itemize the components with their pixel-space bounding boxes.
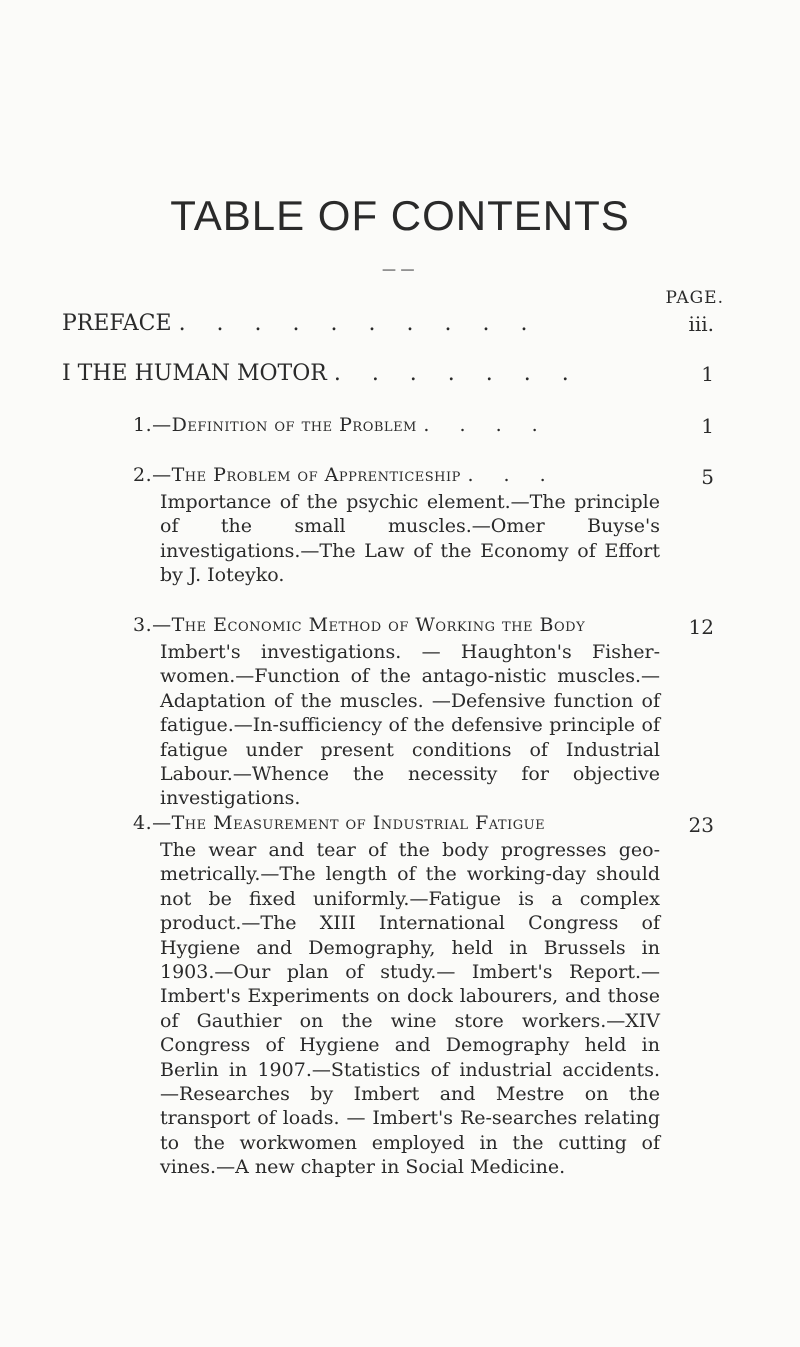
leader-dots: . . . . . . . . . .: [178, 311, 540, 336]
toc-section-title: 4.—The Measurement of Industrial Fatigue: [133, 812, 546, 834]
page-title: TABLE OF CONTENTS: [170, 192, 630, 239]
page-number: 1: [701, 414, 714, 438]
leader-dots: . . . . . . .: [333, 361, 581, 386]
toc-entry-preface: [62, 311, 539, 336]
toc-section-title: 2.—The Problem of Apprenticeship . . .: [133, 464, 558, 486]
toc-section-title: 3.—The Economic Method of Working the Body: [133, 614, 586, 636]
title-separator: — —: [382, 262, 415, 278]
leader-dots: . . .: [467, 464, 558, 486]
toc-entry-chapter: [62, 361, 581, 386]
page-number: iii.: [688, 312, 714, 336]
page-number: 5: [701, 465, 714, 489]
section-description: Imbert's investigations. — Haughton's Fisher-women.—Function of the antago-nistic muscles.—Adaptation of the muscles. —Defensive function of fatigue.—In-sufficiency of the defensive principle of fatigue under present conditions of Industrial Labour.—Whence the necessity for objective investigations.: [160, 641, 660, 810]
entry-label: PREFACE: [62, 311, 172, 336]
page-column-header: PAGE.: [665, 288, 724, 308]
page-number: 12: [688, 615, 714, 639]
page-number: 1: [701, 362, 714, 386]
toc-section-title: 1.—Definition of the Problem . . . .: [133, 414, 550, 436]
section-description: The wear and tear of the body progresses geo-metrically.—The length of the working-day should not be fixed uniformly.—Fatigue is a complex product.—The XIII International Congress of Hygiene and Demography, held in Brussels in 1903.—Our plan of study.— Imbert's Report.—Imbert's Experiments on dock labourers, and those of Gauthier on the wine store workers.—XIV Congress of Hygiene and Demography held in Berlin in 1907.—Statistics of industrial accidents. —Researches by Imbert and Mestre on the transport of loads. — Imbert's Re-searches relating to the workwomen employed in the cutting of vines.—A new chapter in Social Medicine.: [160, 839, 660, 1179]
section-description: Importance of the psychic element.—The principle of the small muscles.—Omer Buyse's investigations.—The Law of the Economy of Effort by J. Ioteyko.: [160, 491, 660, 587]
entry-label: I THE HUMAN MOTOR: [62, 361, 327, 386]
leader-dots: . . . .: [423, 414, 550, 436]
page-number: 23: [688, 813, 714, 837]
